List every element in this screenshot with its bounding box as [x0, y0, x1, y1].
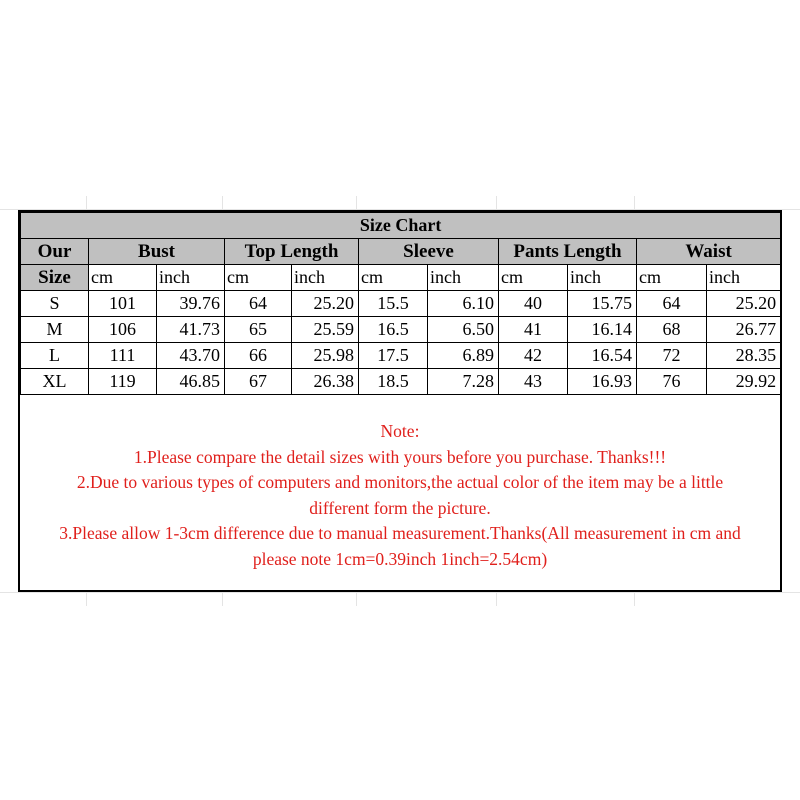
unit-cm: cm	[359, 265, 428, 291]
cm-value-cell: 42	[499, 343, 568, 369]
cm-value-cell: 40	[499, 291, 568, 317]
cm-value-cell: 111	[89, 343, 157, 369]
unit-cm: cm	[637, 265, 707, 291]
cm-value-cell: 41	[499, 317, 568, 343]
chart-title: Size Chart	[21, 213, 781, 239]
inch-value-cell: 6.89	[428, 343, 499, 369]
inch-value-cell: 29.92	[707, 369, 781, 395]
inch-value-cell: 6.50	[428, 317, 499, 343]
cm-value-cell: 76	[637, 369, 707, 395]
inch-value-cell: 46.85	[157, 369, 225, 395]
group-header-pants-length: Pants Length	[499, 239, 637, 265]
cm-value-cell: 17.5	[359, 343, 428, 369]
cm-value-cell: 66	[225, 343, 292, 369]
group-header-waist: Waist	[637, 239, 781, 265]
cm-value-cell: 15.5	[359, 291, 428, 317]
unit-inch: inch	[568, 265, 637, 291]
inch-value-cell: 43.70	[157, 343, 225, 369]
unit-inch: inch	[707, 265, 781, 291]
inch-value-cell: 25.59	[292, 317, 359, 343]
unit-cm: cm	[89, 265, 157, 291]
inch-value-cell: 26.38	[292, 369, 359, 395]
cm-value-cell: 64	[225, 291, 292, 317]
cm-value-cell: 16.5	[359, 317, 428, 343]
cm-value-cell: 65	[225, 317, 292, 343]
inch-value-cell: 25.20	[707, 291, 781, 317]
inch-value-cell: 26.77	[707, 317, 781, 343]
cm-value-cell: 68	[637, 317, 707, 343]
inch-value-cell: 16.93	[568, 369, 637, 395]
unit-inch: inch	[157, 265, 225, 291]
inch-value-cell: 6.10	[428, 291, 499, 317]
note-line: 3.Please allow 1-3cm difference due to manual measurement.Thanks(All measurement in cm and	[59, 523, 741, 543]
cm-value-cell: 101	[89, 291, 157, 317]
note-block	[20, 419, 780, 572]
note-line: please note 1cm=0.39inch 1inch=2.54cm)	[252, 548, 548, 569]
unit-inch: inch	[428, 265, 499, 291]
size-cell: L	[21, 343, 89, 369]
size-chart-sheet	[18, 210, 782, 592]
size-header-top: Our	[21, 239, 89, 265]
inch-value-cell: 25.98	[292, 343, 359, 369]
cm-value-cell: 18.5	[359, 369, 428, 395]
inch-value-cell: 16.14	[568, 317, 637, 343]
cm-value-cell: 64	[637, 291, 707, 317]
cm-value-cell: 43	[499, 369, 568, 395]
unit-cm: cm	[499, 265, 568, 291]
inch-value-cell: 28.35	[707, 343, 781, 369]
cm-value-cell: 119	[89, 369, 157, 395]
inch-value-cell: 7.28	[428, 369, 499, 395]
group-header-bust: Bust	[89, 239, 225, 265]
note-line: 2.Due to various types of computers and monitors,the actual color of the item may be a little	[76, 472, 724, 492]
size-header-bottom: Size	[21, 265, 89, 291]
unit-cm: cm	[225, 265, 292, 291]
size-cell: M	[21, 317, 89, 343]
inch-value-cell: 39.76	[157, 291, 225, 317]
group-header-top-length: Top Length	[225, 239, 359, 265]
table-row	[21, 369, 781, 395]
inch-value-cell: 25.20	[292, 291, 359, 317]
table-row	[21, 291, 781, 317]
inch-value-cell: 16.54	[568, 343, 637, 369]
table-row	[21, 343, 781, 369]
size-chart-table	[20, 212, 781, 395]
cm-value-cell: 72	[637, 343, 707, 369]
inch-value-cell: 41.73	[157, 317, 225, 343]
size-cell: XL	[21, 369, 89, 395]
table-row	[21, 317, 781, 343]
cm-value-cell: 67	[225, 369, 292, 395]
group-header-sleeve: Sleeve	[359, 239, 499, 265]
inch-value-cell: 15.75	[568, 291, 637, 317]
note-heading: Note:	[380, 421, 420, 441]
size-cell: S	[21, 291, 89, 317]
cm-value-cell: 106	[89, 317, 157, 343]
note-line: different form the picture.	[309, 497, 491, 518]
unit-inch: inch	[292, 265, 359, 291]
note-line: 1.Please compare the detail sizes with yours before you purchase. Thanks!!!	[133, 446, 667, 467]
